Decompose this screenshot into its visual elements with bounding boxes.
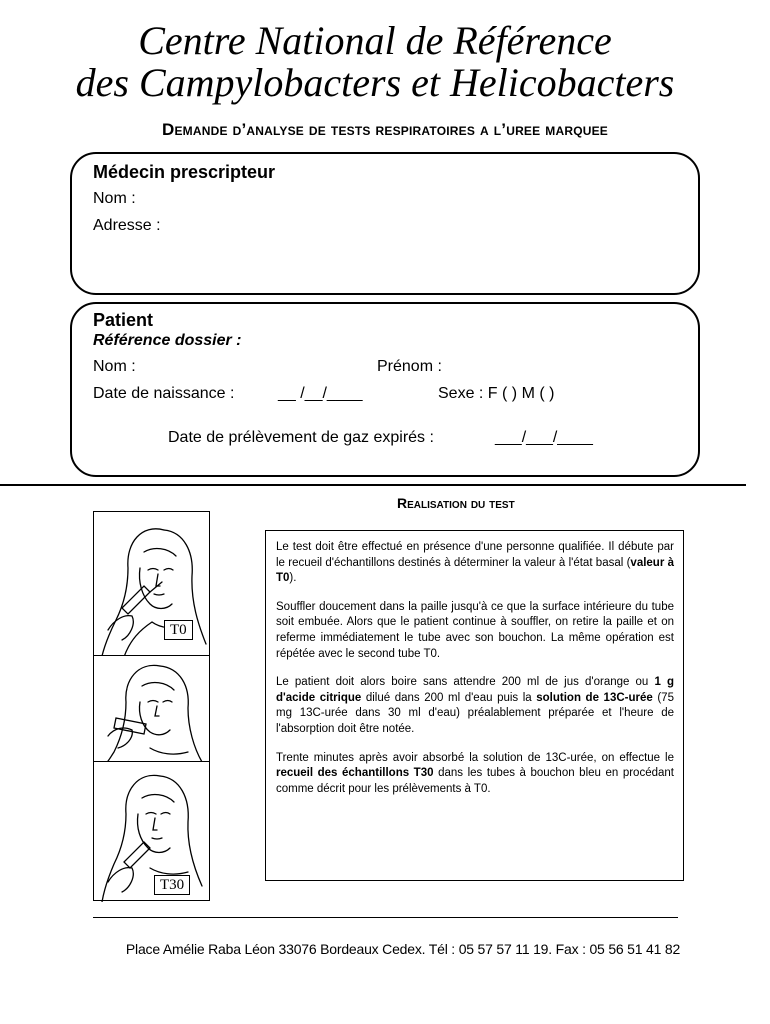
illustration-t0-blowing	[93, 511, 210, 656]
procedure-heading: Realisation du test	[397, 495, 515, 511]
section-divider	[0, 484, 746, 486]
instructions-box	[265, 530, 684, 881]
prescriber-box	[70, 152, 700, 295]
prescriber-heading: Médecin prescripteur	[93, 162, 276, 182]
file-reference-label: Référence dossier :	[93, 332, 242, 349]
sample-date-label: Date de prélèvement de gaz expirés :	[168, 429, 434, 446]
illustration-drinking	[93, 655, 210, 762]
woman-blowing-icon	[94, 512, 211, 657]
patient-first-name-label: Prénom :	[377, 358, 442, 375]
footer-address: Place Amélie Raba Léon 33076 Bordeaux Cedex. Tél : 05 57 57 11 19. Fax : 05 56 51 41 82	[125, 941, 681, 957]
prescriber-name-label: Nom :	[93, 190, 136, 207]
patient-box	[70, 302, 700, 477]
footer-divider	[93, 917, 678, 918]
prescriber-address-label: Adresse :	[93, 217, 161, 234]
sample-date-field[interactable]: ___/___/____	[495, 429, 593, 446]
tag-t30: T30	[154, 875, 190, 895]
instruction-paragraph: Trente minutes après avoir absorbé la solution de 13C-urée, on effectue le recueil des échantillons T30 dans les tubes à bouchon bleu en procédant comme décrit pour les prélèvements à T0.	[276, 751, 674, 795]
patient-name-label: Nom :	[93, 358, 136, 375]
sex-field[interactable]: Sexe : F ( ) M ( )	[438, 385, 555, 402]
title-line-2: des Campylobacters et Helicobacters	[75, 60, 675, 105]
patient-heading: Patient	[93, 310, 154, 330]
tag-t0: T0	[164, 620, 193, 640]
illustration-t30-blowing	[93, 761, 210, 901]
birth-date-label: Date de naissance :	[93, 385, 235, 402]
woman-drinking-icon	[94, 656, 211, 763]
instruction-paragraph: Le patient doit alors boire sans attendre 200 ml de jus d'orange ou 1 g d'acide citrique dilué dans 200 ml d'eau puis la solution de 13C-urée (75 mg 13C-urée dans 30 ml d'eau) préalablement préparée et l'heure de l'absorption doit être notée.	[276, 676, 674, 735]
title-line-1: Centre National de Référence	[138, 18, 612, 63]
woman-blowing-icon	[94, 762, 211, 902]
birth-date-field[interactable]: __ /__/____	[278, 385, 363, 402]
form-subtitle: Demande d’analyse de tests respiratoires a l’uree marquee	[161, 120, 608, 139]
instruction-paragraph: Souffler doucement dans la paille jusqu'à ce que la surface intérieure du tube soit embuée. Alors que le patient continue à souffler, on retire la paille et on referme immédiatement le tube avec son bouchon. La même opération est répétée avec le second tube T0.	[276, 600, 674, 660]
instruction-paragraph: Le test doit être effectué en présence d'une personne qualifiée. Il débute par le recueil d'échantillons destinés à déterminer la valeur à l'état basal (valeur à T0).	[276, 541, 674, 585]
